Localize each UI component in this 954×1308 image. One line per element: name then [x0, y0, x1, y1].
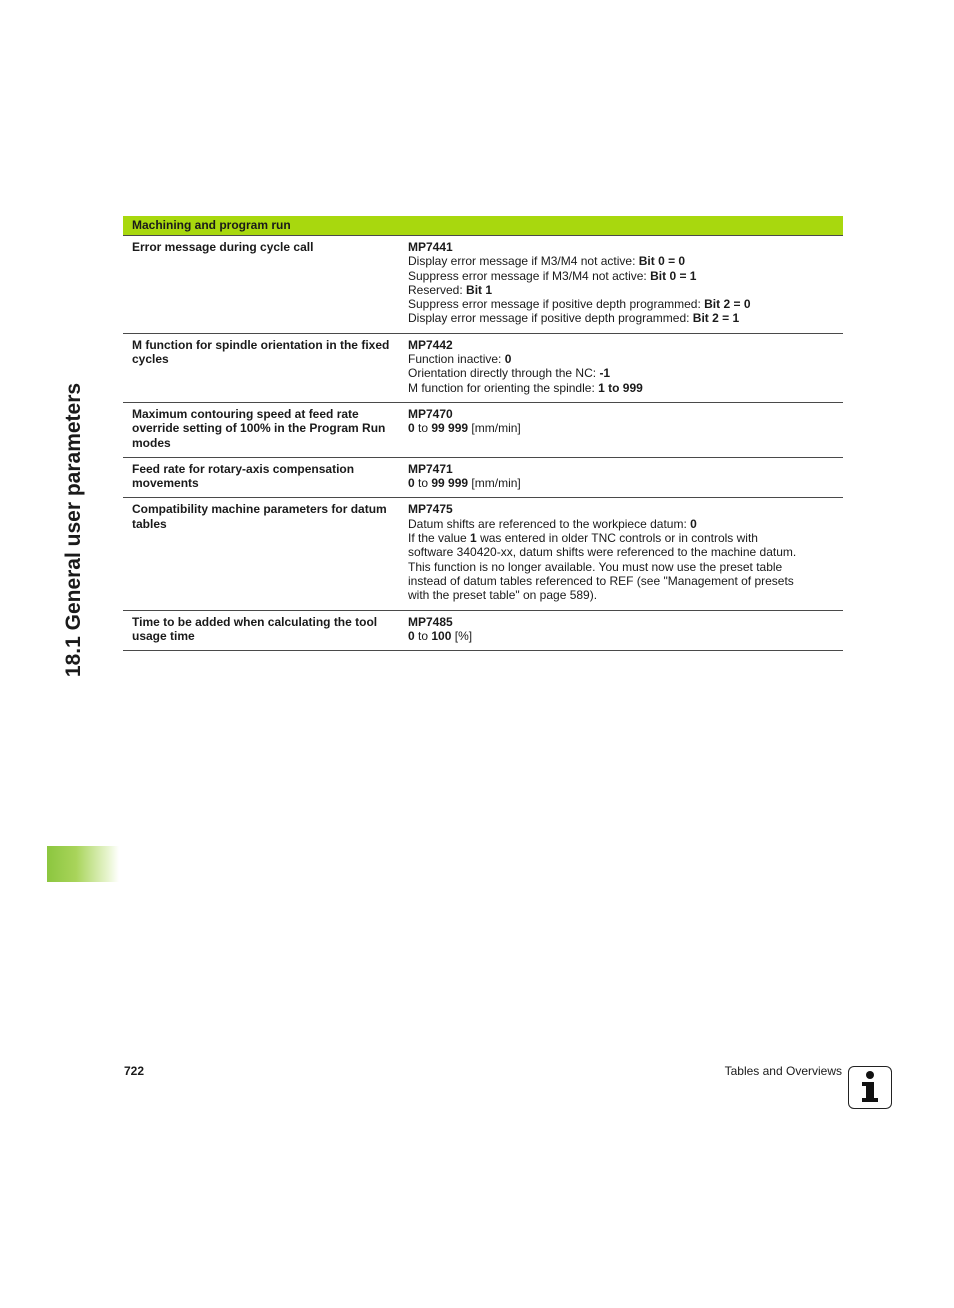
- parameter-number: MP7471: [408, 461, 453, 476]
- value-line: Suppress error message if M3/M4 not active: Bit 0 = 1: [408, 268, 697, 283]
- parameter-label: M function for spindle orientation in the fixed cycles: [132, 337, 390, 367]
- parameter-label: Time to be added when calculating the tool usage time: [132, 614, 378, 643]
- parameter-number: MP7470: [408, 406, 453, 421]
- chapter-name: Tables and Overviews: [724, 1064, 842, 1078]
- value-line: Display error message if positive depth programmed: Bit 2 = 1: [408, 311, 740, 326]
- machine-parameter-table: [123, 216, 843, 651]
- chapter-tab-marker: [47, 846, 119, 882]
- table-row: [123, 236, 843, 334]
- table-row: [123, 403, 843, 458]
- page-number: 722: [124, 1064, 145, 1078]
- parameter-label: Compatibility machine parameters for datum tables: [132, 502, 387, 531]
- value-line: Suppress error message if positive depth programmed: Bit 2 = 0: [408, 297, 751, 312]
- value-line: This function is no longer available. You must now use the preset table: [408, 559, 783, 574]
- table-header: Machining and program run: [123, 216, 843, 236]
- value-line: Function inactive: 0: [408, 352, 512, 367]
- value-line: Orientation directly through the NC: -1: [408, 366, 611, 381]
- parameter-label: Error message during cycle call: [132, 240, 314, 254]
- table-row: [123, 334, 843, 403]
- parameter-label: Feed rate for rotary-axis compensation movements: [132, 461, 355, 491]
- table-row: [123, 498, 843, 610]
- value-line: software 340420-xx, datum shifts were referenced to the machine datum.: [408, 545, 797, 560]
- parameter-number: MP7485: [408, 614, 453, 629]
- value-range: 0 to 99 999 [mm/min]: [408, 476, 521, 491]
- value-line: Reserved: Bit 1: [408, 282, 493, 297]
- parameter-label: Maximum contouring speed at feed rate override setting of 100% in the Program Run modes: [132, 406, 386, 450]
- value-line: If the value 1 was entered in older TNC controls or in controls with: [408, 531, 758, 546]
- info-icon-glyph: [849, 1067, 890, 1107]
- value-line: instead of datum tables referenced to REF (see "Management of presets: [408, 573, 794, 588]
- value-range: 0 to 99 999 [mm/min]: [408, 421, 521, 436]
- table-row: [123, 458, 843, 499]
- table-row: [123, 611, 843, 652]
- value-range: 0 to 100 [%]: [408, 628, 473, 643]
- value-line: Datum shifts are referenced to the workpiece datum: 0: [408, 516, 697, 531]
- info-icon: [848, 1066, 892, 1109]
- value-line: M function for orienting the spindle: 1 to 999: [408, 380, 643, 395]
- parameter-number: MP7441: [408, 240, 453, 254]
- value-line: Display error message if M3/M4 not active: Bit 0 = 0: [408, 254, 686, 269]
- parameter-number: MP7475: [408, 502, 453, 517]
- parameter-number: MP7442: [408, 337, 453, 352]
- value-line: with the preset table" on page 589).: [408, 588, 598, 603]
- chapter-side-title: 18.1 General user parameters: [62, 382, 85, 678]
